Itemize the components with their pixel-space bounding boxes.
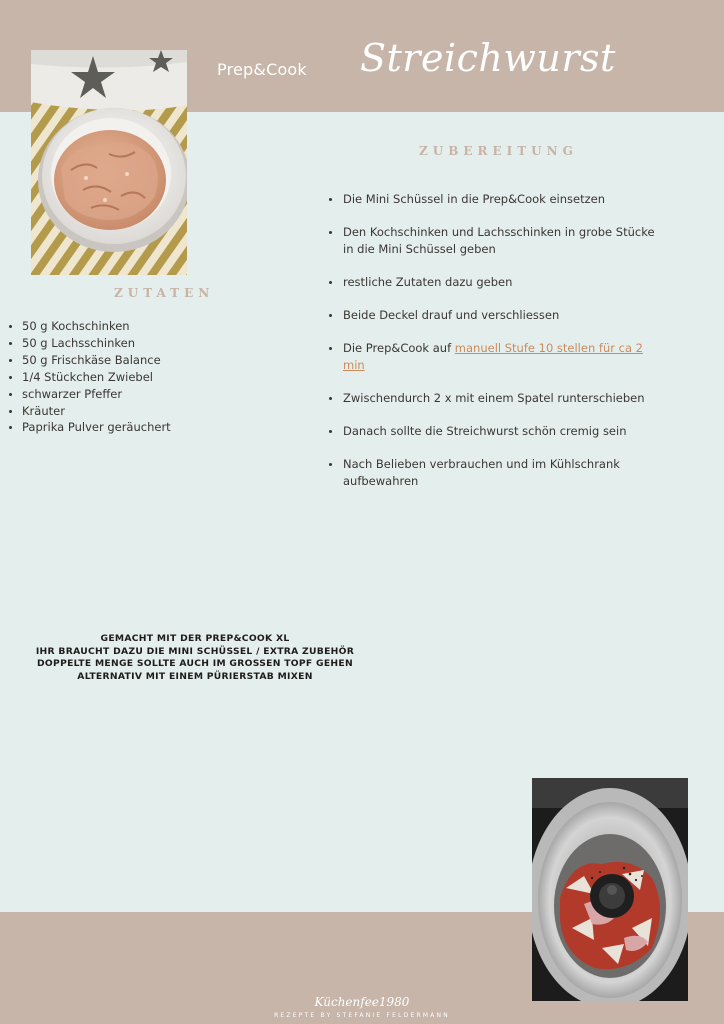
list-item: 50 g Lachsschinken (8, 335, 248, 352)
speed-setting-link[interactable]: manuell Stufe 10 stellen für ca 2 min (343, 341, 643, 372)
list-item: restliche Zutaten dazu geben (328, 274, 663, 291)
recipe-title: Streichwurst (360, 36, 616, 80)
list-item: 1/4 Stückchen Zwiebel (8, 369, 248, 386)
list-item: Den Kochschinken und Lachsschinken in grobe Stücke in die Mini Schüssel geben (328, 224, 663, 258)
list-item: Zwischendurch 2 x mit einem Spatel runterschieben (328, 390, 663, 407)
list-item: Die Prep&Cook auf manuell Stufe 10 stellen für ca 2 min (328, 340, 663, 374)
list-item: Nach Belieben verbrauchen und im Kühlschrank aufbewahren (328, 456, 663, 490)
list-item: Paprika Pulver geräuchert (8, 419, 248, 436)
list-item: schwarzer Pfeffer (8, 386, 248, 403)
list-item: Die Mini Schüssel in die Prep&Cook einsetzen (328, 191, 663, 208)
list-item: Beide Deckel drauf und verschliessen (328, 307, 663, 324)
ingredients-heading: ZUTATEN (114, 286, 215, 300)
note-line: DOPPELTE MENGE SOLLTE AUCH IM GROSSEN TOPF GEHEN (37, 658, 353, 670)
brand-label: Prep&Cook (217, 60, 307, 79)
recipe-note (30, 633, 360, 683)
preparation-heading: ZUBEREITUNG (419, 144, 578, 158)
ingredients-list (8, 318, 248, 436)
list-item: 50 g Frischkäse Balance (8, 352, 248, 369)
list-item: 50 g Kochschinken (8, 318, 248, 335)
list-item: Danach sollte die Streichwurst schön cremig sein (328, 423, 663, 440)
note-line: IHR BRAUCHT DAZU DIE MINI SCHÜSSEL / EXTRA ZUBEHÖR (35, 645, 355, 657)
prep-cook-bowl-photo (532, 778, 688, 1001)
spread-bowl-photo (31, 50, 187, 275)
footer-signature: Küchenfee1980 (314, 995, 410, 1009)
note-line: ALTERNATIV MIT EINEM PÜRIERSTAB MIXEN (77, 670, 313, 682)
list-item: Kräuter (8, 403, 248, 420)
footer-subtitle: REZEPTE BY STEFANIE FELDERMANN (274, 1012, 450, 1019)
preparation-steps-list (328, 191, 663, 490)
note-line: GEMACHT MIT DER PREP&COOK XL (100, 633, 290, 644)
